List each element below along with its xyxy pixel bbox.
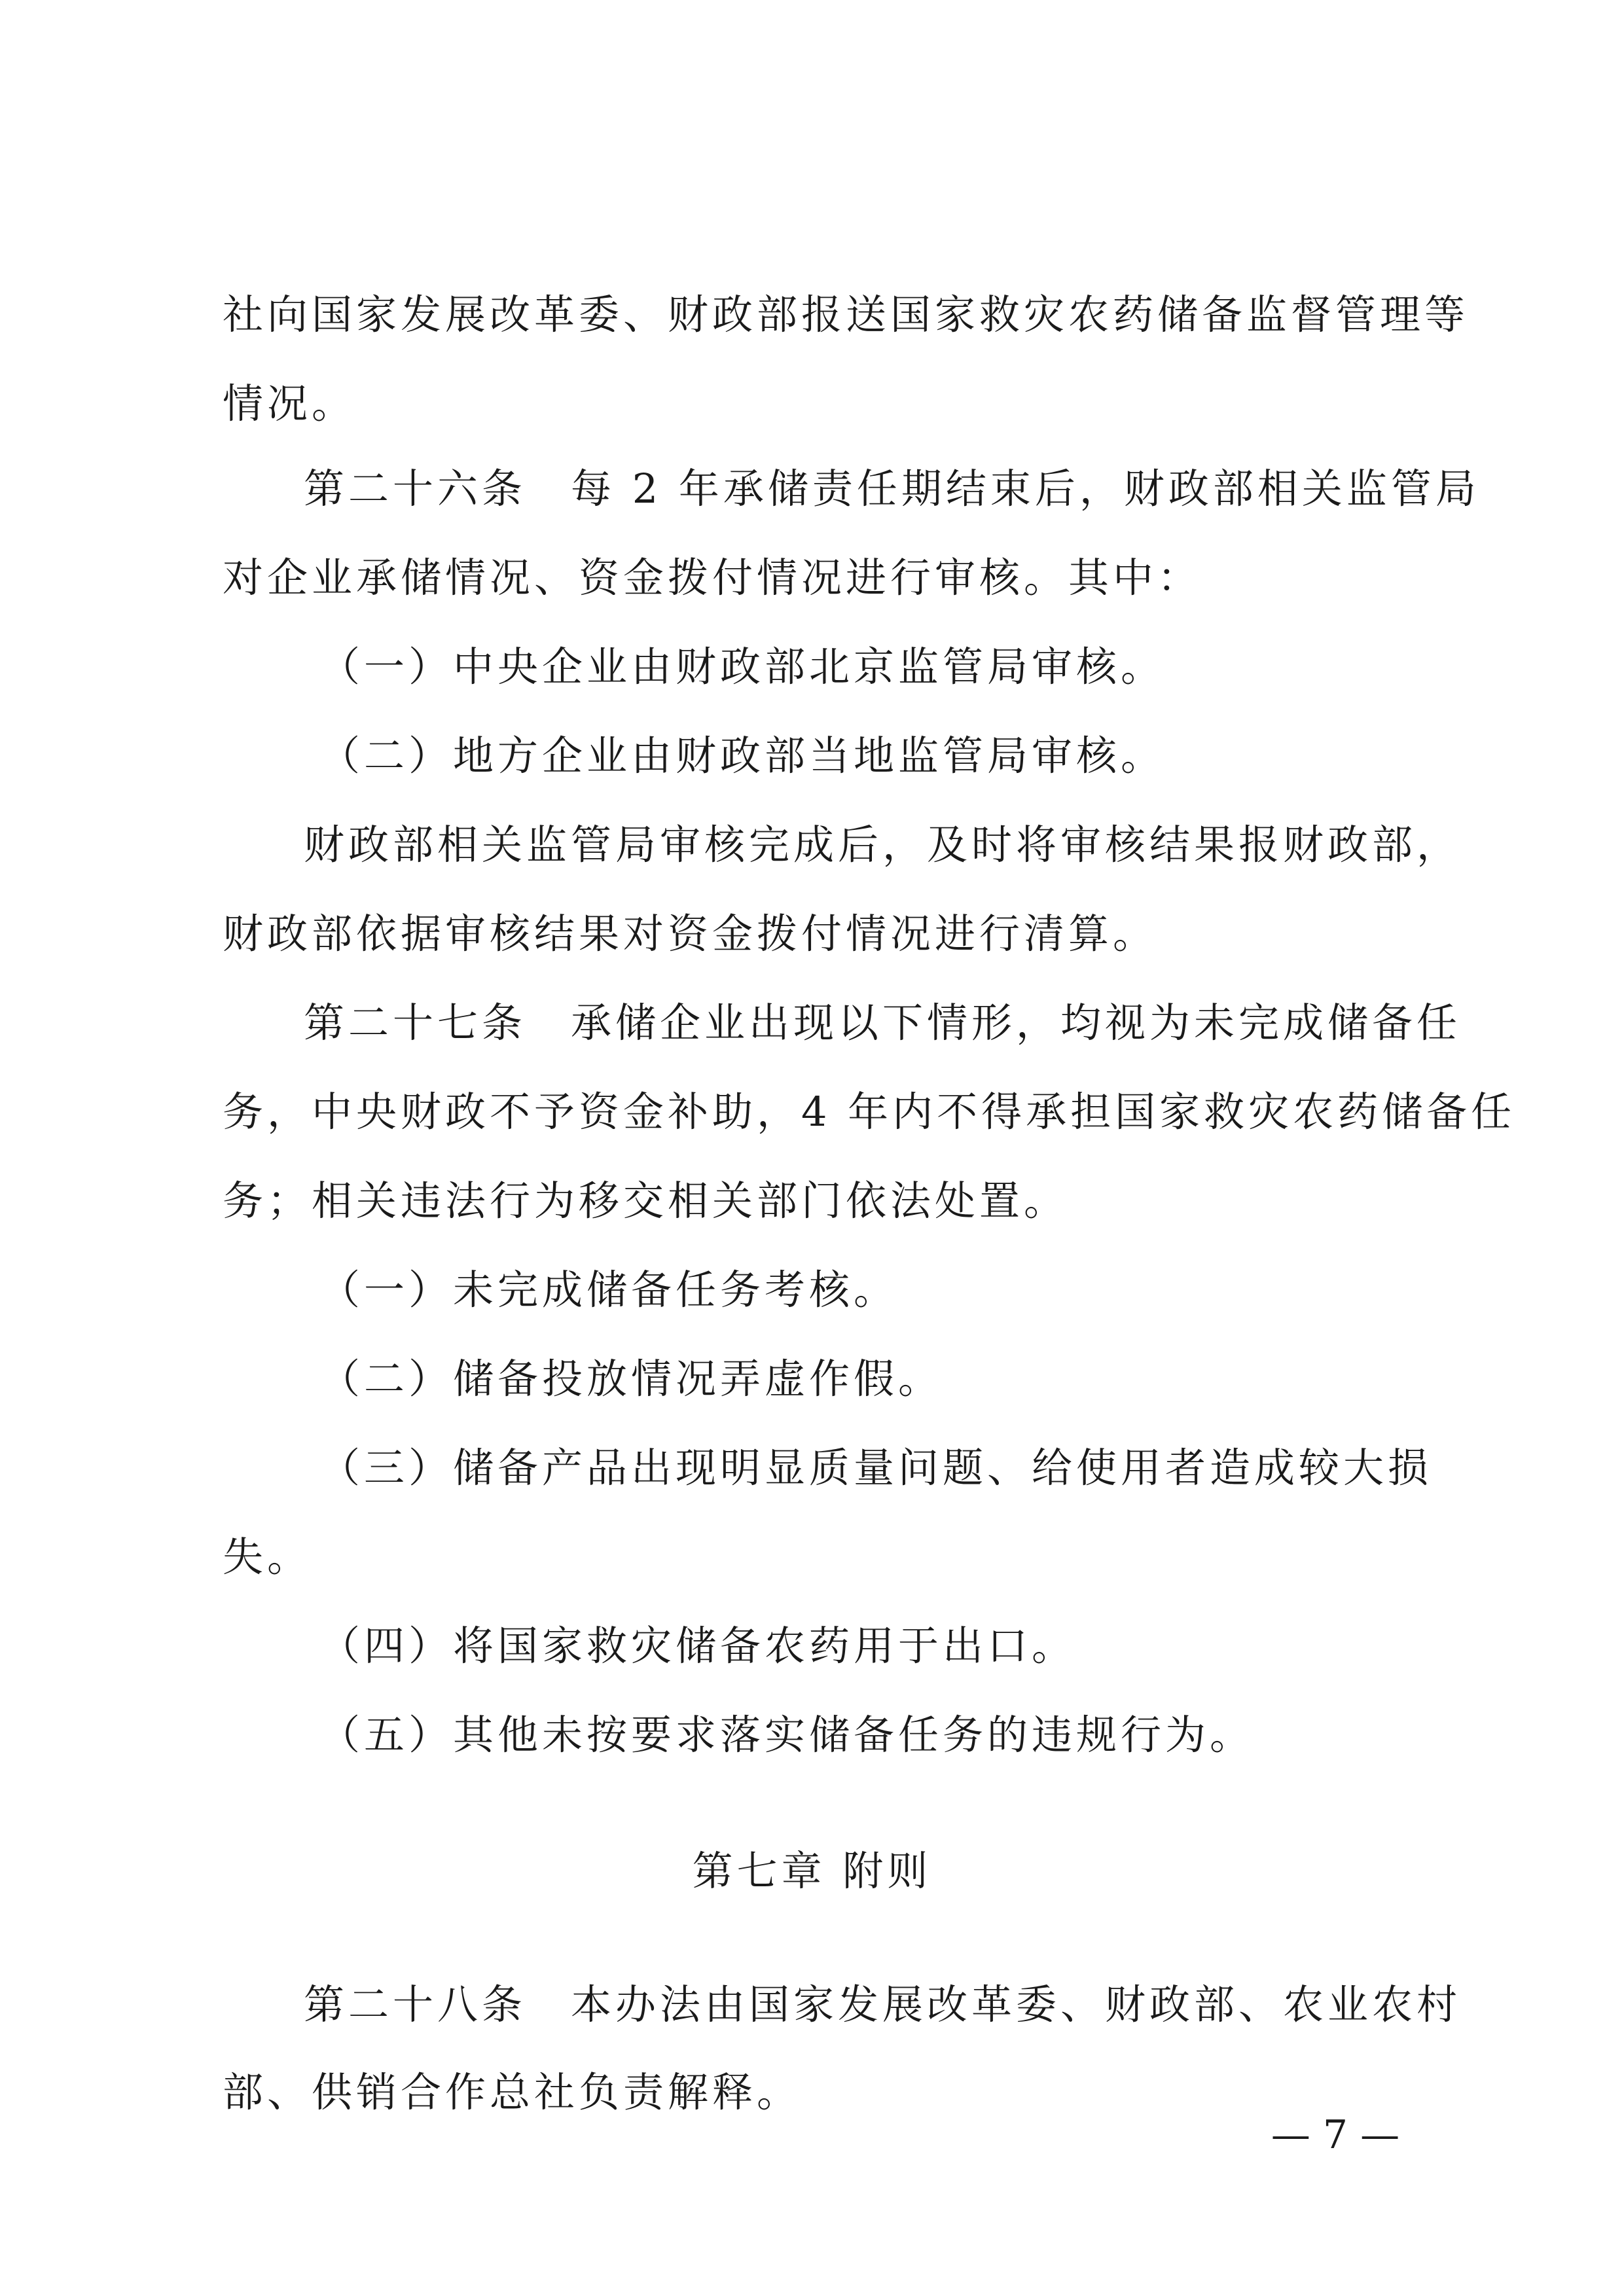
text-line: 失。 xyxy=(223,1533,312,1581)
article-28-heading-line: 第二十八条 本办法由国家发展改革委、财政部、农业农村 xyxy=(304,1981,1462,2028)
text-line: 财政部相关监管局审核完成后，及时将审核结果报财政部， xyxy=(304,821,1462,869)
article-26-heading-line: 第二十六条 每 2 年承储责任期结束后，财政部相关监管局 xyxy=(304,465,1480,512)
list-item: （四）将国家救灾储备农药用于出口。 xyxy=(319,1622,1077,1670)
list-item: （一）中央企业由财政部北京监管局审核。 xyxy=(319,643,1166,691)
list-item: （一）未完成储备任务考核。 xyxy=(319,1266,899,1314)
chapter-heading: 第七章 附则 xyxy=(692,1847,932,1895)
text-line: 社向国家发展改革委、财政部报送国家救灾农药储备监督管理等 xyxy=(223,291,1470,338)
text-line: 财政部依据审核结果对资金拨付情况进行清算。 xyxy=(223,910,1158,958)
text-line: 部、供销合作总社负责解释。 xyxy=(223,2068,802,2116)
list-item: （五）其他未按要求落实储备任务的违规行为。 xyxy=(319,1711,1255,1759)
text-line: 对企业承储情况、资金拨付情况进行审核。其中： xyxy=(223,554,1202,601)
text-line: 情况。 xyxy=(223,380,357,427)
list-item: （二）储备投放情况弄虚作假。 xyxy=(319,1355,943,1403)
text-line: 务，中央财政不予资金补助，4 年内不得承担国家救灾农药储备任 xyxy=(223,1088,1516,1136)
list-item: （二）地方企业由财政部当地监管局审核。 xyxy=(319,732,1166,780)
page-number: — 7 — xyxy=(1271,2112,1400,2158)
article-27-heading-line: 第二十七条 承储企业出现以下情形，均视为未完成储备任 xyxy=(304,999,1462,1047)
text-line: 务；相关违法行为移交相关部门依法处置。 xyxy=(223,1177,1069,1225)
list-item: （三）储备产品出现明显质量问题、给使用者造成较大损 xyxy=(319,1444,1433,1492)
